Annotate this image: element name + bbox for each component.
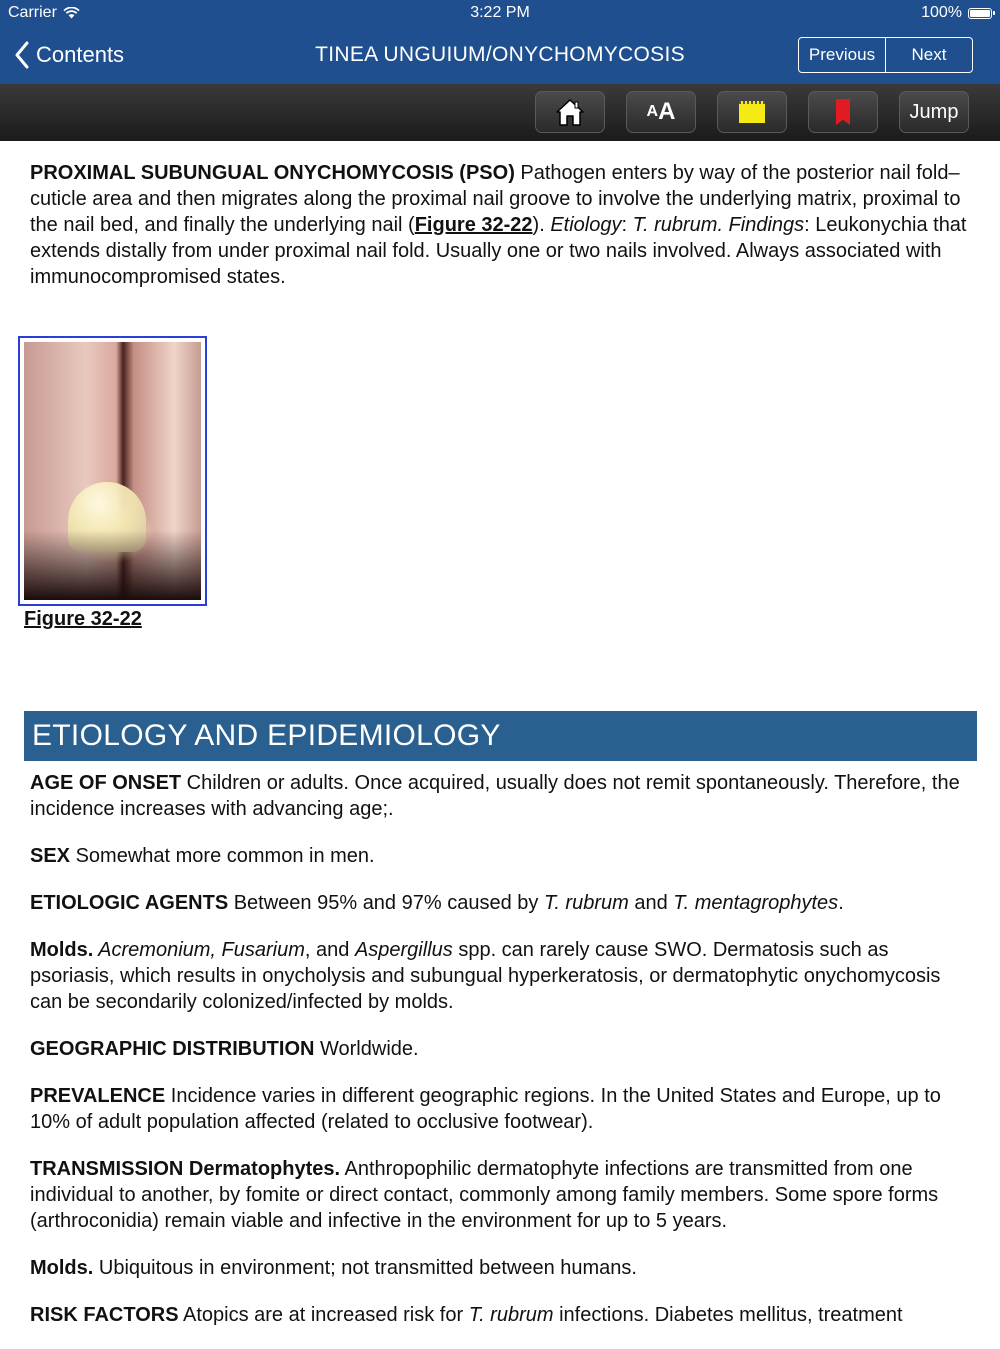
pso-paragraph	[30, 160, 970, 290]
molds-text-1: , and	[304, 939, 355, 961]
pso-text-3: : Leukonychia that extends distally from under proximal nail fold. Usually one or two nails involved. Always associated with immunocompromised states.	[30, 214, 967, 288]
molds-organism-2: Aspergillus	[354, 939, 453, 961]
agents-organism-2: T. mentagrophytes	[673, 892, 839, 914]
transmission-paragraph	[30, 1156, 975, 1234]
battery-percent: 100%	[921, 4, 962, 21]
home-icon	[555, 97, 585, 127]
risk-label: RISK FACTORS	[30, 1304, 179, 1326]
age-paragraph	[30, 770, 975, 822]
agents-organism-1: T. rubrum	[543, 892, 629, 914]
section-header: ETIOLOGY AND EPIDEMIOLOGY	[24, 711, 977, 761]
sex-label: SEX	[30, 845, 71, 867]
molds-paragraph	[30, 937, 975, 1015]
agents-text-3: .	[838, 892, 844, 914]
pso-text-1: Pathogen enters by way of the posterior nail fold–cuticle area and then migrates along the proximal nail groove to involve the underlying matrix, proximal to the nail bed, and finally the underlying nail (	[30, 162, 961, 236]
risk-paragraph	[30, 1302, 975, 1328]
figure-caption[interactable]: Figure 32-22	[24, 608, 142, 630]
previous-button[interactable]: Previous	[808, 45, 876, 64]
next-button[interactable]: Next	[885, 38, 972, 72]
bookmark-button[interactable]	[808, 91, 878, 133]
molds-text-2: spp. can rarely cause SWO. Dermatosis such as psoriasis, which results in onycholysis and subungual hyperkeratosis, or dermatophytic onychomycosis can be secondarily colonized/infected by molds.	[30, 939, 941, 1013]
battery-icon	[968, 8, 992, 19]
geo-paragraph	[30, 1036, 975, 1062]
transmission-text: Anthropophilic dermatophyte infections are transmitted from one individual to another, by fomite or direct contact, commonly among family members. Some spore forms (arthroconidia) remain viable and infective in the environment for up to 5 years.	[30, 1158, 939, 1232]
status-time: 3:22 PM	[470, 4, 530, 21]
font-size-button[interactable]	[626, 91, 696, 133]
agents-text-1: Between 95% and 97% caused by	[228, 892, 544, 914]
bookmark-icon	[836, 99, 850, 125]
note-icon	[739, 101, 765, 123]
transmission-label: TRANSMISSION Dermatophytes.	[30, 1158, 341, 1180]
font-small-label: A	[646, 103, 659, 120]
prevalence-paragraph	[30, 1083, 975, 1135]
figure-link[interactable]: Figure 32-22	[414, 214, 533, 236]
prevalence-text: Incidence varies in different geographic regions. In the United States and Europe, up to 10% of adult population affected (related to occlusive footwear).	[30, 1085, 941, 1133]
nail-photo	[24, 342, 201, 600]
page-title: TINEA UNGUIUM/ONYCHOMYCOSIS	[315, 43, 685, 66]
font-big-label: A	[658, 98, 676, 125]
figure-thumbnail[interactable]	[18, 336, 207, 606]
agents-label: ETIOLOGIC AGENTS	[30, 892, 229, 914]
geo-text: Worldwide.	[314, 1038, 419, 1060]
toolbar	[0, 84, 1000, 141]
molds2-paragraph	[30, 1255, 975, 1281]
note-button[interactable]	[717, 91, 787, 133]
carrier-label: Carrier	[8, 4, 57, 21]
molds-label: Molds.	[30, 939, 94, 961]
etiology-sep: :	[621, 214, 633, 236]
back-label: Contents	[36, 42, 125, 67]
agents-text-2: and	[628, 892, 674, 914]
molds2-label: Molds.	[30, 1257, 94, 1279]
sex-text: Somewhat more common in men.	[70, 845, 375, 867]
risk-text-1: Atopics are at increased risk for	[178, 1304, 469, 1326]
section-body	[30, 770, 975, 1349]
etiology-value: T. rubrum. Findings	[632, 214, 805, 236]
sex-paragraph	[30, 843, 975, 869]
geo-label: GEOGRAPHIC DISTRIBUTION	[30, 1038, 315, 1060]
jump-button[interactable]: Jump	[899, 91, 969, 133]
molds-organism-1: Acremonium, Fusarium	[93, 939, 305, 961]
prev-next-control	[798, 37, 973, 73]
prevalence-label: PREVALENCE	[30, 1085, 166, 1107]
home-button[interactable]	[535, 91, 605, 133]
age-text: Children or adults. Once acquired, usually does not remit spontaneously. Therefore, the incidence increases with advancing age;.	[30, 772, 960, 820]
intro-section	[30, 160, 970, 290]
agents-paragraph	[30, 890, 975, 916]
risk-organism: T. rubrum	[468, 1304, 554, 1326]
battery-status	[921, 4, 992, 22]
navigation-bar	[0, 0, 1000, 84]
molds2-text: Ubiquitous in environment; not transmitted between humans.	[93, 1257, 637, 1279]
pso-text-2: ).	[532, 214, 551, 236]
photo-shadow	[24, 530, 201, 600]
risk-text-2: infections. Diabetes mellitus, treatment	[553, 1304, 903, 1326]
pso-heading: PROXIMAL SUBUNGUAL ONYCHOMYCOSIS (PSO)	[30, 162, 515, 184]
age-label: AGE OF ONSET	[30, 772, 182, 794]
etiology-label: Etiology	[550, 214, 622, 236]
